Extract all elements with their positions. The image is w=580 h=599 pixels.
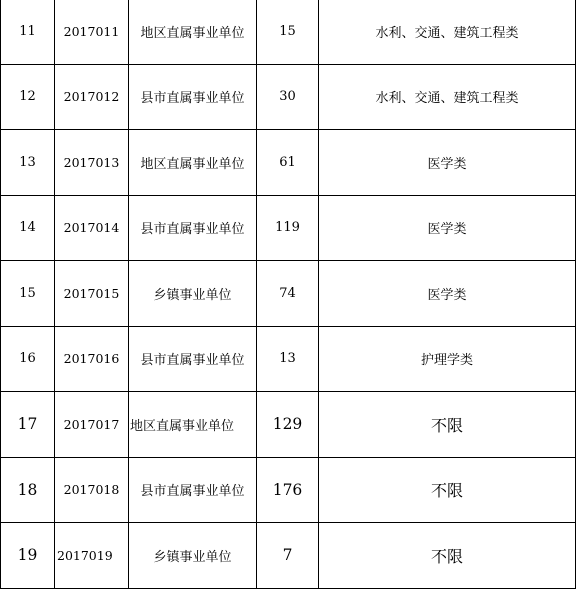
table-row — [1, 261, 576, 327]
row-code-cell: 2017016 — [55, 326, 129, 392]
row-major-cell: 医学类 — [319, 195, 576, 261]
row-count-cell: 15 — [257, 0, 319, 64]
row-seq-cell: 14 — [1, 195, 55, 261]
row-code-cell: 2017017 — [55, 392, 129, 458]
row-seq-cell: 15 — [1, 261, 55, 327]
row-count-cell: 119 — [257, 195, 319, 261]
row-major-cell: 不限 — [319, 392, 576, 458]
row-unit-cell: 地区直属事业单位 — [129, 130, 257, 196]
table-row — [1, 457, 576, 523]
row-major-cell: 医学类 — [319, 130, 576, 196]
row-major-cell: 不限 — [319, 457, 576, 523]
row-count-cell: 74 — [257, 261, 319, 327]
row-code-cell: 2017014 — [55, 195, 129, 261]
row-unit-cell: 县市直属事业单位 — [129, 195, 257, 261]
row-seq-cell: 16 — [1, 326, 55, 392]
row-seq-cell: 12 — [1, 64, 55, 130]
row-seq-cell: 18 — [1, 457, 55, 523]
row-code-cell: 2017019 — [55, 523, 129, 589]
table-row — [1, 523, 576, 589]
row-count-cell: 61 — [257, 130, 319, 196]
row-seq-cell: 17 — [1, 392, 55, 458]
row-code-cell: 2017011 — [55, 0, 129, 64]
row-unit-cell: 乡镇事业单位 — [129, 523, 257, 589]
row-code-cell: 2017013 — [55, 130, 129, 196]
positions-table-body — [1, 0, 576, 588]
table-row — [1, 0, 576, 64]
row-unit-cell: 县市直属事业单位 — [129, 457, 257, 523]
table-row — [1, 195, 576, 261]
row-count-cell: 30 — [257, 64, 319, 130]
row-unit-cell: 地区直属事业单位 — [129, 0, 257, 64]
row-seq-cell: 19 — [1, 523, 55, 589]
table-row — [1, 130, 576, 196]
row-major-cell: 不限 — [319, 523, 576, 589]
row-count-cell: 7 — [257, 523, 319, 589]
row-major-cell: 护理学类 — [319, 326, 576, 392]
row-count-cell: 129 — [257, 392, 319, 458]
row-code-cell: 2017012 — [55, 64, 129, 130]
row-unit-cell: 乡镇事业单位 — [129, 261, 257, 327]
row-major-cell: 水利、交通、建筑工程类 — [319, 0, 576, 64]
row-seq-cell: 11 — [1, 0, 55, 64]
row-count-cell: 13 — [257, 326, 319, 392]
row-code-cell: 2017015 — [55, 261, 129, 327]
row-unit-cell: 县市直属事业单位 — [129, 326, 257, 392]
row-count-cell: 176 — [257, 457, 319, 523]
row-code-cell: 2017018 — [55, 457, 129, 523]
table-row — [1, 392, 576, 458]
table-row — [1, 326, 576, 392]
table-row — [1, 64, 576, 130]
row-unit-cell: 县市直属事业单位 — [129, 64, 257, 130]
row-major-cell: 水利、交通、建筑工程类 — [319, 64, 576, 130]
row-major-cell: 医学类 — [319, 261, 576, 327]
row-seq-cell: 13 — [1, 130, 55, 196]
row-unit-cell: 地区直属事业单位 — [129, 392, 257, 458]
